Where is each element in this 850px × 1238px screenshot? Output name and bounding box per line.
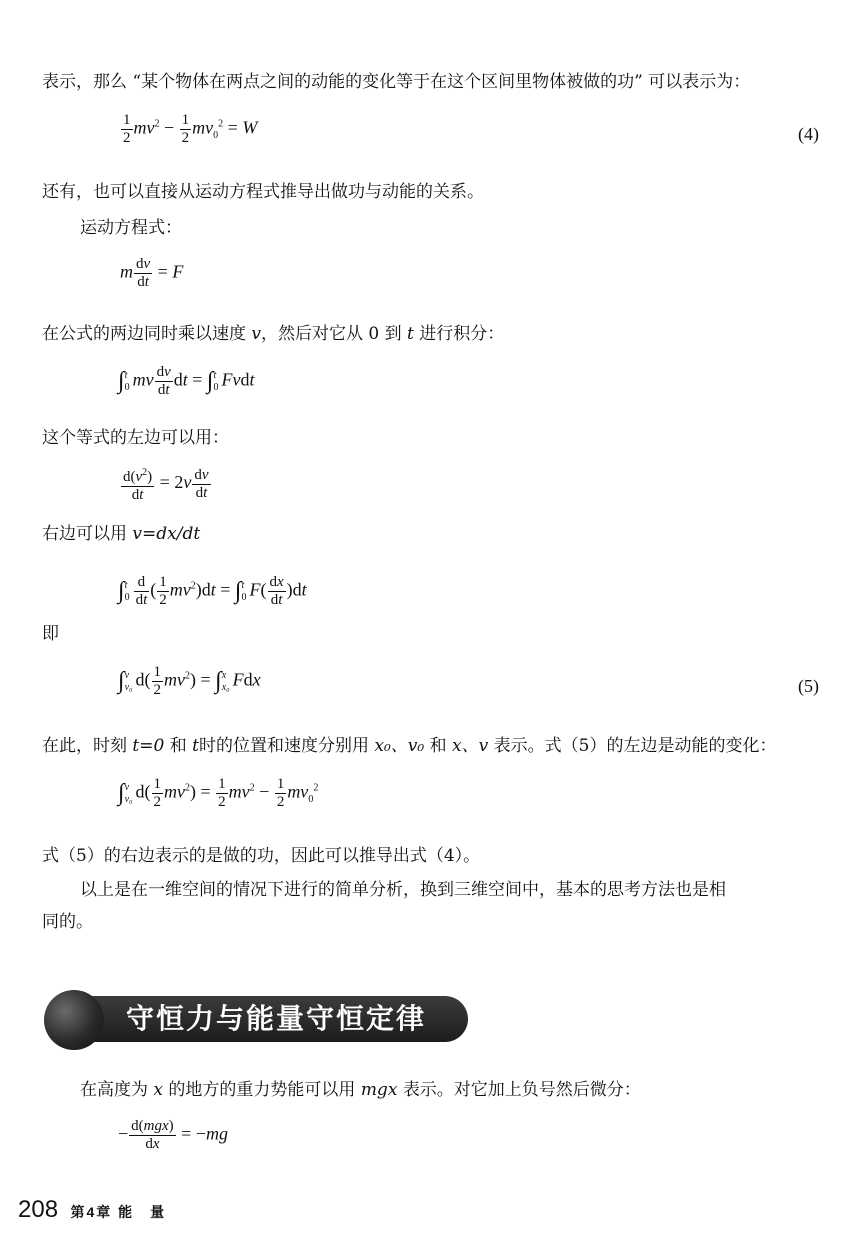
paragraph-11-mgx: mgx (360, 1080, 398, 1100)
paragraph-11-text-a: 在高度为 (80, 1080, 148, 1100)
equation-integral: ∫ t 0 mv $\frac{dv}{dt}$ dt = ∫ t 0 Fvdt (118, 364, 255, 398)
page-number: 208 (18, 1196, 59, 1223)
equation-derivative: $\frac{d(v^2)}{dt}$ = 2v $\frac{dv}{dt}$ (120, 464, 212, 504)
paragraph-7: 即 (42, 624, 59, 644)
paragraph-8-text-c: 时的位置和速度分别用 (198, 736, 369, 756)
paragraph-8-xv: x、v (452, 736, 489, 756)
paragraph-6-formula: v=dx/dt (132, 524, 201, 544)
paragraph-10-line-1: 以上是在一维空间的情况下进行的简单分析，换到三维空间中，基本的思考方法也是相 (80, 880, 726, 900)
equation-motion: m $\frac{dv}{dt}$ = F (120, 256, 184, 290)
equation-number-4: (4) (798, 124, 819, 144)
paragraph-3: 运动方程式： (80, 218, 182, 238)
paragraph-4-v: v (251, 324, 262, 344)
paragraph-11-x: x (153, 1080, 163, 1100)
paragraph-9: 式（5）的右边表示的是做的功，因此可以推导出式（4）。 (42, 846, 481, 866)
section-banner-ball (44, 990, 104, 1050)
equation-4: $\frac{1}{2}$ $mv^2$ − $\frac{1}{2}$ $mv_0^2 = W$ (123, 112, 258, 146)
paragraph-4-t: t (407, 324, 414, 344)
equation-5: ∫ v v₀ d( $\frac{1}{2}$ $mv^2$) = ∫ x x₀ Fdx (118, 664, 261, 698)
paragraph-4-text-c: 进行积分： (419, 324, 505, 344)
paragraph-6 (42, 524, 200, 544)
paragraph-8-t0: t=0 (132, 736, 165, 756)
paragraph-11-text-b: 的地方的重力势能可以用 (168, 1080, 356, 1100)
chapter-label: 第4章 能 量 (70, 1204, 167, 1220)
equation-potential: − $\frac{\text{d(mgx)}}{dx}$ = −mg (118, 1118, 228, 1152)
paragraph-8-text-e: 表示。式（5）的左边是动能的变化： (493, 736, 777, 756)
paragraph-4-text-b: ，然后对它从 0 到 (261, 324, 402, 344)
paragraph-11-text-c: 表示。对它加上负号然后微分： (402, 1080, 641, 1100)
paragraph-1: 表示，那么 “某个物体在两点之间的动能的变化等于在这个区间里物体被做的功” 可以表示为： (42, 72, 751, 92)
paragraph-2: 还有，也可以直接从运动方程式推导出做功与动能的关系。 (42, 182, 484, 202)
paragraph-4 (42, 324, 504, 344)
equation-number-5: (5) (798, 676, 819, 696)
paragraph-8-text-d: 和 (429, 736, 447, 756)
section-title: 守恒力与能量守恒定律 (126, 1002, 427, 1035)
page-footer (18, 1196, 166, 1224)
paragraph-8-x0v0: x₀、v₀ (374, 736, 425, 756)
paragraph-8-text-a: 在此，时刻 (42, 736, 127, 756)
paragraph-4-text-a: 在公式的两边同时乘以速度 (42, 324, 246, 344)
paragraph-11 (80, 1080, 641, 1100)
equation-kinetic-change: ∫ v v₀ d( $\frac{1}{2}$ $mv^2$) = $\frac{1}{2}$ $mv^2$ − $\frac{1}{2}$ $mv_0^2$ (118, 776, 319, 810)
paragraph-5: 这个等式的左边可以用： (42, 428, 229, 448)
section-banner (44, 990, 468, 1050)
paragraph-8 (42, 736, 776, 756)
paragraph-8-t: t (192, 736, 199, 756)
paragraph-10-line-2: 同的。 (42, 912, 93, 932)
paragraph-6-text-a: 右边可以用 (42, 524, 127, 544)
paragraph-8-text-b: 和 (169, 736, 187, 756)
equation-substitution: ∫ t 0 $\frac{d}{dt}$ ( $\frac{1}{2}$ $mv^2)dt$ = ∫ t 0 F( $\frac{dx}{dt}$ )dt (118, 574, 307, 608)
